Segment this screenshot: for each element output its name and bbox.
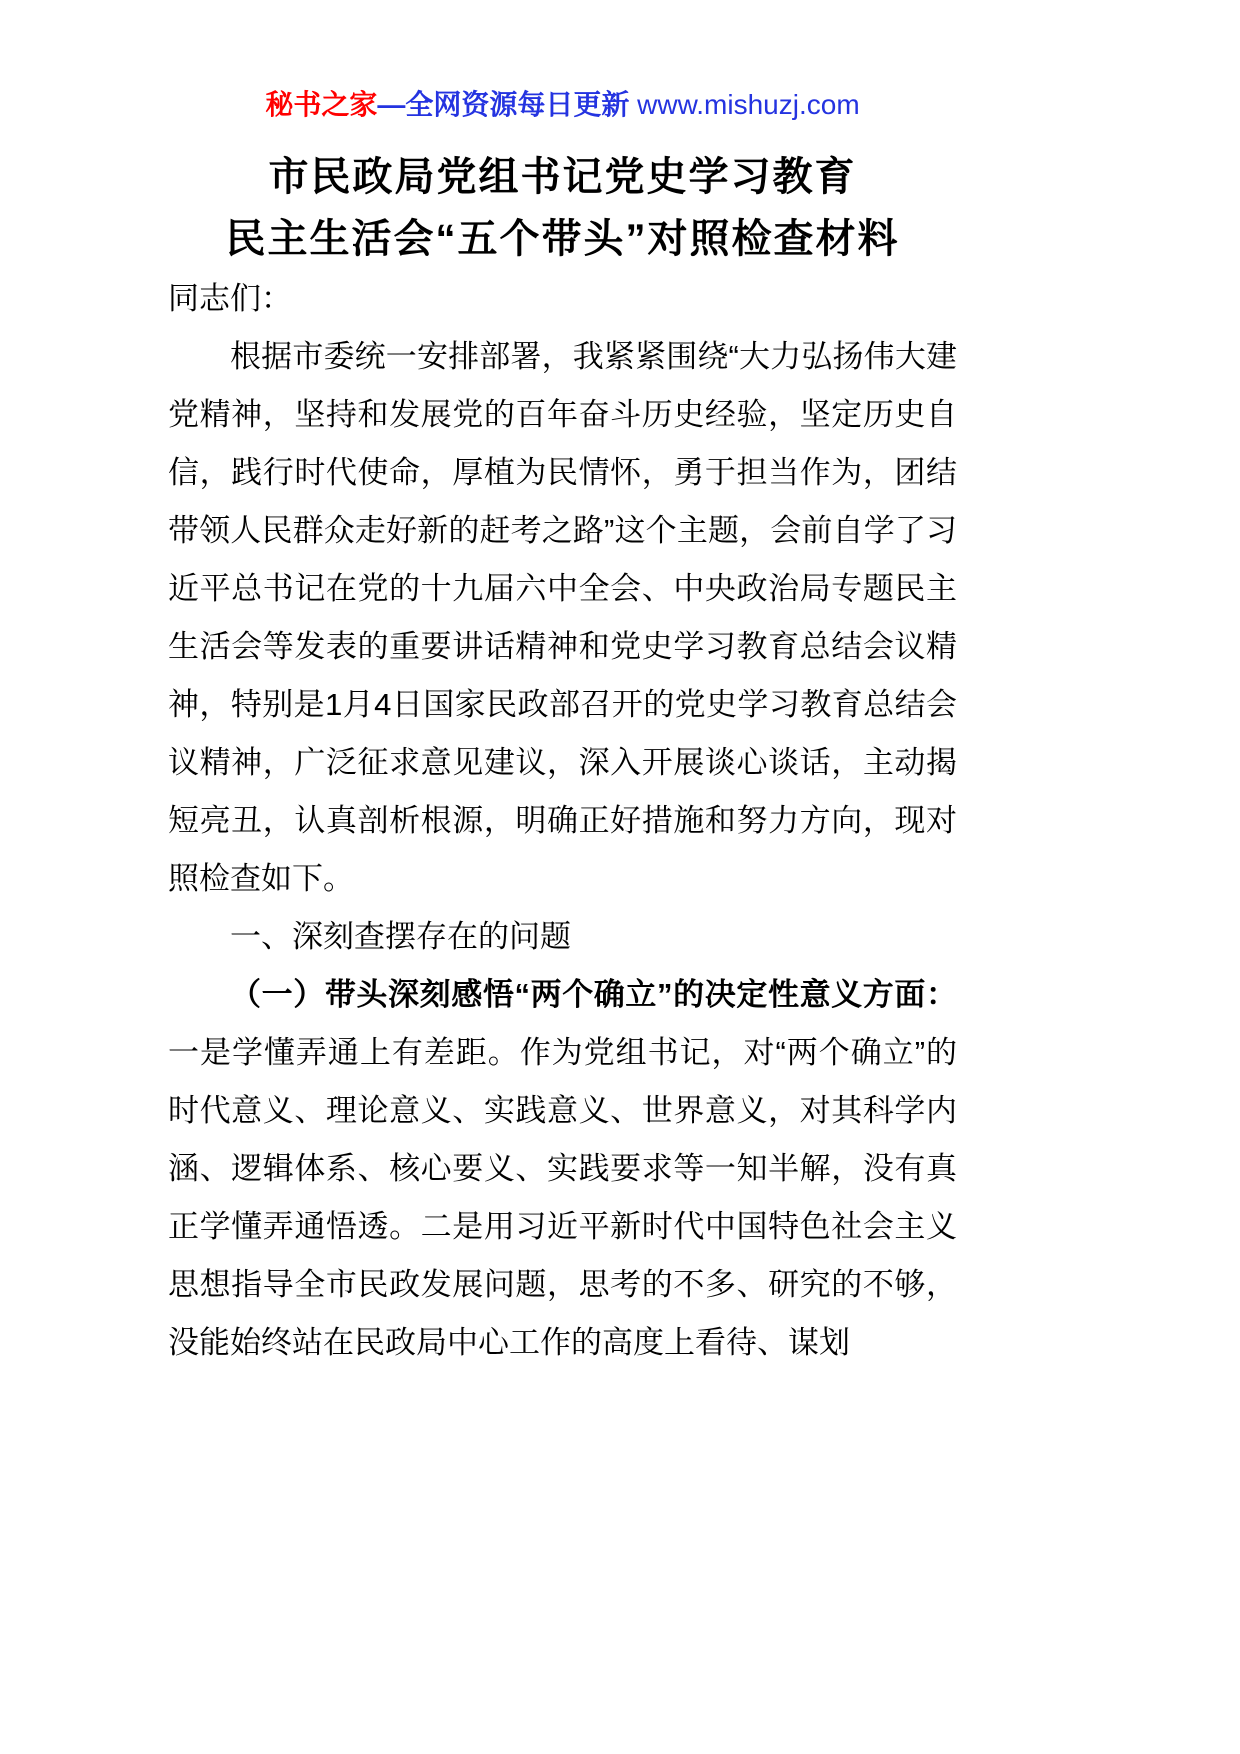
paragraph-section-1-lead: （一）带头深刻感悟“两个确立”的决定性意义方面： bbox=[230, 977, 957, 1012]
document-title bbox=[168, 146, 957, 270]
page-header bbox=[168, 86, 957, 124]
paragraph-section-1-rest: 一是学懂弄通上有差距。作为党组书记，对“两个确立”的时代意义、理论意义、实践意义、世界意义，对其科学内涵、逻辑体系、核心要义、实践要求等一知半解，没有真正学懂弄通悟透。二是用习近平新时代中国特色社会主义思想指导全市民政发展问题，思考的不多、研究的不够，没能始终站在民政局中心工作的高度上看待、谋划 bbox=[168, 1035, 957, 1360]
paragraph-section-1 bbox=[168, 966, 957, 1372]
document-title-line1: 市民政局党组书记党史学习教育 bbox=[268, 155, 857, 199]
site-tagline: —全网资源每日更新 bbox=[377, 89, 638, 120]
salutation: 同志们： bbox=[168, 281, 292, 316]
document-body bbox=[168, 270, 957, 1372]
document-title-line2: 民主生活会“五个带头”对照检查材料 bbox=[225, 217, 900, 261]
site-brand: 秘书之家 bbox=[265, 89, 378, 120]
section-heading-1: 一、深刻查摆存在的问题 bbox=[230, 919, 571, 954]
paragraph-intro: 根据市委统一安排部署，我紧紧围绕“大力弘扬伟大建党精神，坚持和发展党的百年奋斗历史经验，坚定历史自信，践行时代使命，厚植为民情怀，勇于担当作为，团结带领人民群众走好新的赶考之路”这个主题，会前自学了习近平总书记在党的十九届六中全会、中央政治局专题民主生活会等发表的重要讲话精神和党史学习教育总结会议精神，特别是1月4日国家民政部召开的党史学习教育总结会议精神，广泛征求意见建议，深入开展谈心谈话，主动揭短亮丑，认真剖析根源，明确正好措施和努力方向，现对照检查如下。 bbox=[168, 339, 957, 896]
site-url-link[interactable]: www.mishuzj.com bbox=[637, 89, 860, 120]
